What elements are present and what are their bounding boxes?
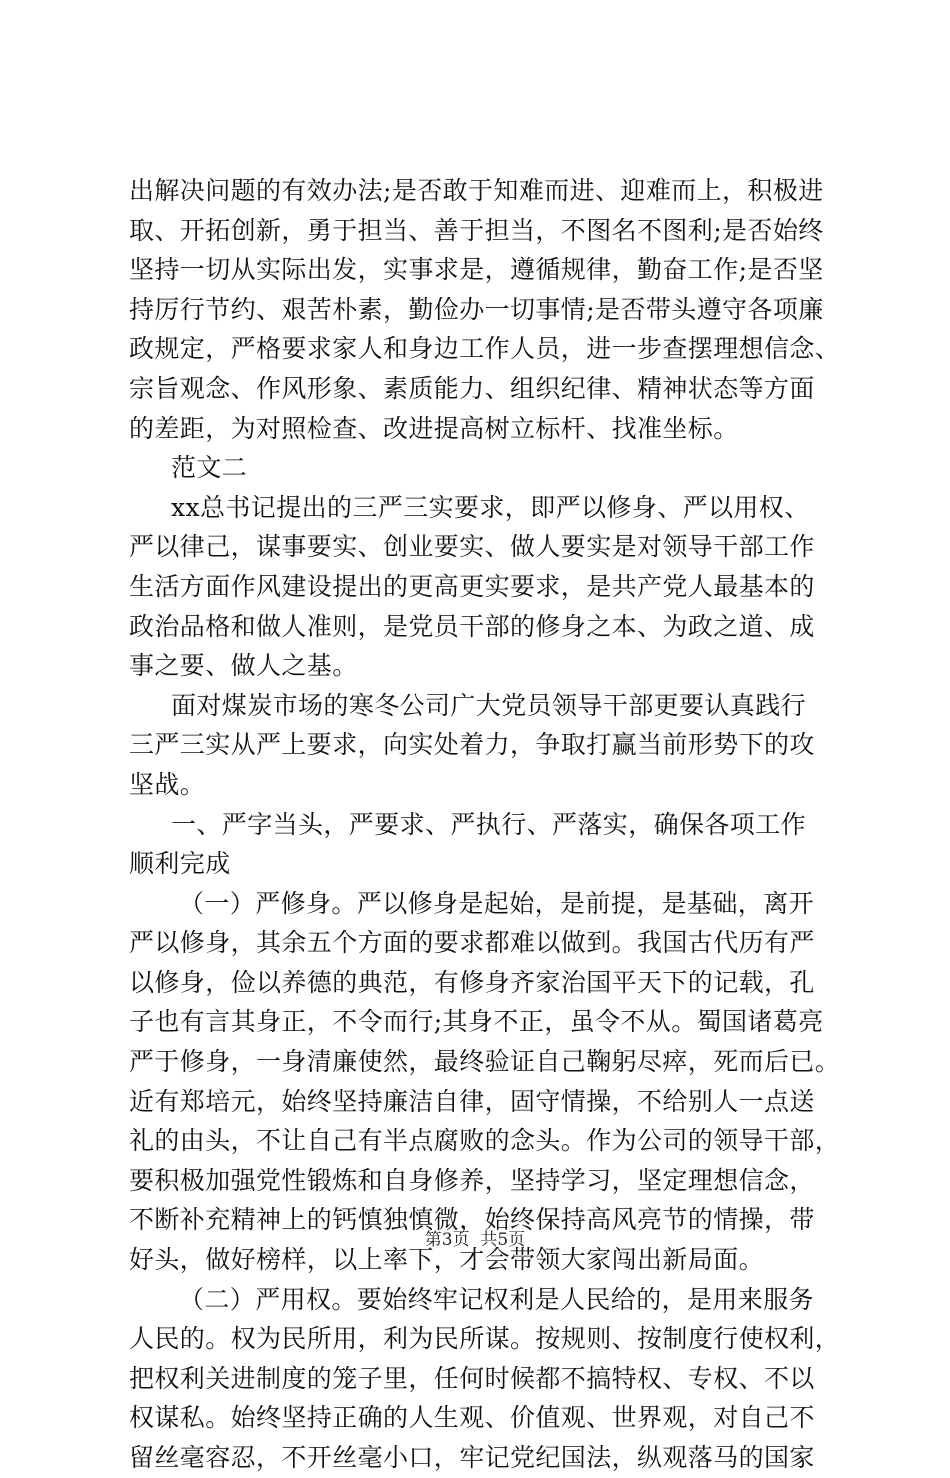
text-line: 以修身，俭以养德的典范，有修身齐家治国平天下的记载，孔: [129, 967, 815, 997]
text-line: 严于修身，一身清廉使然，最终验证自己鞠躬尽瘁，死而后已。: [129, 1047, 841, 1077]
text-line: 范文二: [171, 453, 248, 483]
text-line: 顺利完成: [129, 849, 231, 879]
text-line: （二）严用权。要始终牢记权利是人民给的，是用来服务: [179, 1284, 815, 1314]
text-line: xx总书记提出的三严三实要求，即严以修身、严以用权、: [171, 492, 810, 522]
text-line: 一、严字当头，严要求、严执行、严落实，确保各项工作: [171, 809, 807, 839]
text-line: 留丝毫容忍，不开丝毫小口，牢记党纪国法，纵观落马的国家: [129, 1443, 815, 1472]
text-line: 三严三实从严上要求，向实处着力，争取打赢当前形势下的攻: [129, 730, 815, 760]
text-line: 人民的。权为民所用，利为民所谋。按规则、按制度行使权利，: [129, 1324, 841, 1354]
text-line: 持厉行节约、艰苦朴素，勤俭办一切事情;是否带头遵守各项廉: [129, 294, 824, 324]
text-line: 严以律己，谋事要实、创业要实、做人要实是对领导干部工作: [129, 532, 815, 562]
text-line: 的差距，为对照检查、改进提高树立标杆、找准坐标。: [129, 413, 739, 443]
text-line: （一）严修身。严以修身是起始，是前提，是基础，离开: [179, 888, 815, 918]
text-line: 面对煤炭市场的寒冬公司广大党员领导干部更要认真践行: [171, 690, 807, 720]
text-line: 好头，做好榜样，以上率下，才会带领大家闯出新局面。: [129, 1245, 765, 1275]
text-line: 政治品格和做人准则，是党员干部的修身之本、为政之道、成: [129, 611, 815, 641]
text-line: 要积极加强党性锻炼和自身修养，坚持学习，坚定理想信念，: [129, 1165, 815, 1195]
text-line: 取、开拓创新，勇于担当、善于担当，不图名不图利;是否始终: [129, 215, 824, 245]
text-line: 事之要、做人之基。: [129, 651, 358, 681]
text-line: 宗旨观念、作风形象、素质能力、组织纪律、精神状态等方面: [129, 373, 815, 403]
text-line: 政规定，严格要求家人和身边工作人员，进一步查摆理想信念、: [129, 334, 841, 364]
text-line: 把权利关进制度的笼子里，任何时候都不搞特权、专权、不以: [129, 1363, 815, 1393]
document-body: [129, 171, 841, 1478]
text-line: 子也有言其身正，不令而行;其身不正，虽令不从。蜀国诸葛亮: [129, 1007, 824, 1037]
text-line: 出解决问题的有效办法;是否敢于知难而进、迎难而上，积极进: [129, 176, 824, 205]
text-line: 近有郑培元，始终坚持廉洁自律，固守情操，不给别人一点送: [129, 1086, 815, 1116]
text-line: 生活方面作风建设提出的更高更实要求，是共产党人最基本的: [129, 571, 815, 601]
text-line: 坚战。: [129, 769, 206, 799]
page-footer: [0, 1228, 950, 1252]
text-line: 严以修身，其余五个方面的要求都难以做到。我国古代历有严: [129, 928, 815, 958]
text-line: 不断补充精神上的钙慎独慎微，始终保持高风亮节的情操，带: [129, 1205, 815, 1235]
text-line: 坚持一切从实际出发，实事求是，遵循规律，勤奋工作;是否坚: [129, 255, 824, 285]
text-line: 礼的由头，不让自己有半点腐败的念头。作为公司的领导干部，: [129, 1126, 841, 1156]
text-line: 权谋私。始终坚持正确的人生观、价值观、世界观，对自己不: [129, 1403, 815, 1433]
page-number-label: 第3页 共5页: [424, 1230, 526, 1250]
